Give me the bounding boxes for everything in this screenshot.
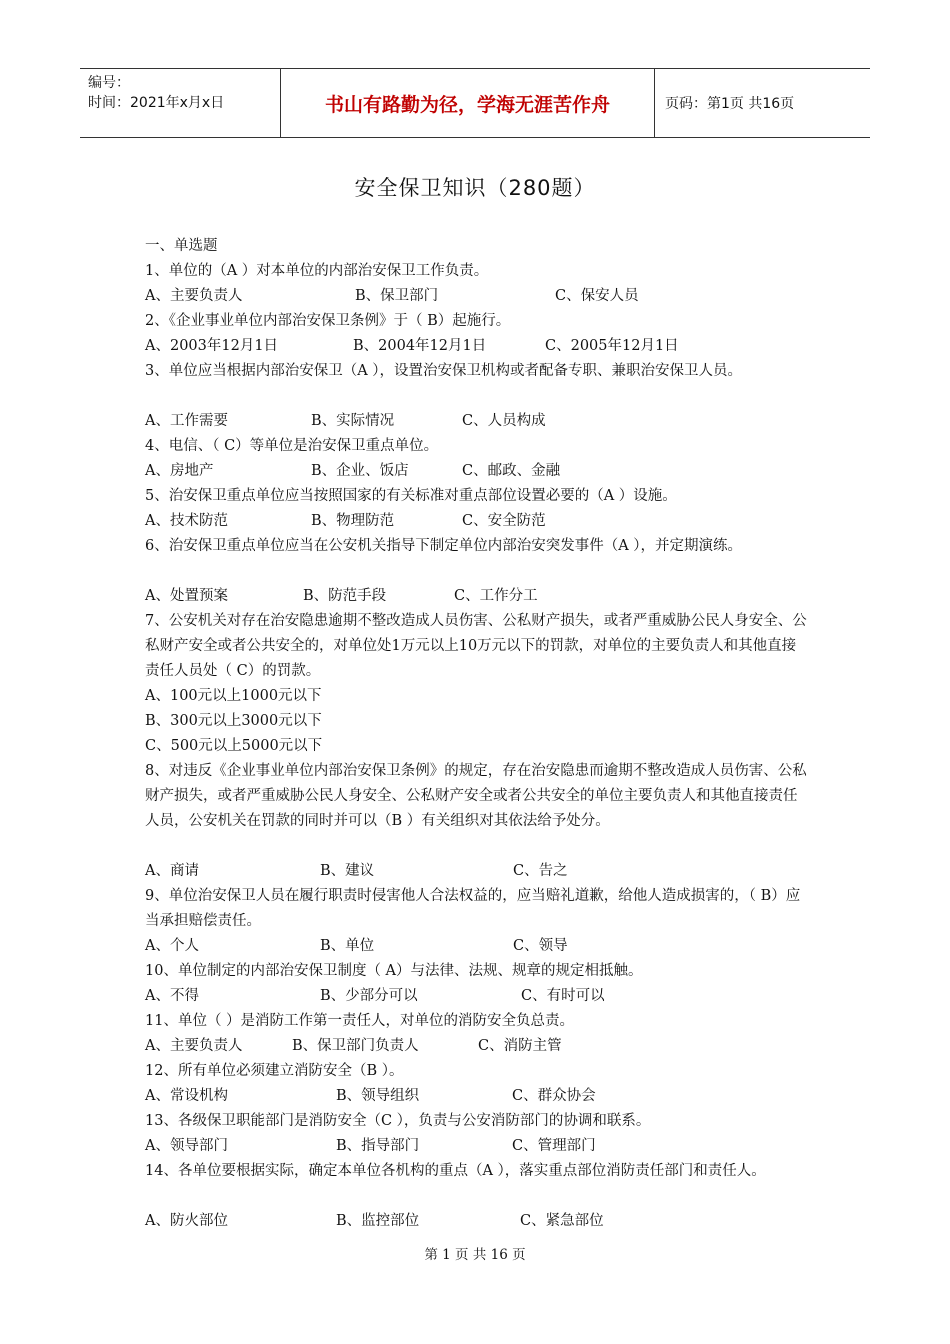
option-row bbox=[145, 1084, 810, 1109]
question-text: 13、各级保卫职能部门是消防安全（C ），负责与公安消防部门的协调和联系。 bbox=[145, 1113, 651, 1129]
option-c: C、工作分工 bbox=[454, 588, 538, 604]
question-text: 1、单位的（A ）对本单位的内部治安保卫工作负责。 bbox=[145, 263, 489, 279]
option-b: B、实际情况 bbox=[311, 413, 395, 429]
option-row bbox=[145, 1034, 810, 1059]
option-a: A、防火部位 bbox=[145, 1213, 228, 1229]
option-c: C、人员构成 bbox=[462, 413, 546, 429]
header-meta bbox=[80, 69, 281, 137]
question-text: 11、单位（ ）是消防工作第一责任人，对单位的消防安全负总责。 bbox=[145, 1013, 575, 1029]
header-page-info: 页码：第1页 共16页 bbox=[665, 96, 795, 112]
option-a: A、房地产 bbox=[145, 463, 214, 479]
option-b: B、建议 bbox=[320, 863, 375, 879]
option-a: A、技术防范 bbox=[145, 513, 228, 529]
question-list bbox=[145, 234, 810, 1234]
question-text: 12、所有单位必须建立消防安全（B ）。 bbox=[145, 1063, 404, 1079]
option-c: C、有时可以 bbox=[521, 988, 605, 1004]
option-c: C、紧急部位 bbox=[520, 1213, 604, 1229]
option-b: B、指导部门 bbox=[336, 1138, 420, 1154]
option-c: C、安全防范 bbox=[462, 513, 546, 529]
option-a: A、主要负责人 bbox=[145, 288, 243, 304]
option-row bbox=[145, 934, 810, 959]
option-a: A、主要负责人 bbox=[145, 1038, 243, 1054]
option-c: C、群众协会 bbox=[512, 1088, 596, 1104]
option-c: C、消防主管 bbox=[478, 1038, 562, 1054]
option-row bbox=[145, 584, 810, 609]
option-c: C、2005年12月1日 bbox=[545, 338, 679, 354]
option-b: B、保卫部门负责人 bbox=[292, 1038, 419, 1054]
option-row bbox=[145, 859, 810, 884]
section-heading: 一、单选题 bbox=[145, 238, 218, 254]
option-a: A、100元以上1000元以下 bbox=[145, 688, 322, 704]
question-text: 2、《企业事业单位内部治安保卫条例》于（ B）起施行。 bbox=[145, 313, 511, 329]
option-row bbox=[145, 284, 810, 309]
date-label: 时间：2021年x月x日 bbox=[88, 95, 225, 111]
option-b: B、保卫部门 bbox=[355, 288, 439, 304]
option-a: A、2003年12月1日 bbox=[145, 338, 279, 354]
option-c: C、管理部门 bbox=[512, 1138, 596, 1154]
option-b: B、防范手段 bbox=[303, 588, 387, 604]
question-text: 3、单位应当根据内部治安保卫（A ），设置治安保卫机构或者配备专职、兼职治安保卫人员。 bbox=[145, 363, 743, 379]
option-row bbox=[145, 509, 810, 534]
option-b: B、企业、饭店 bbox=[311, 463, 409, 479]
option-a: A、领导部门 bbox=[145, 1138, 228, 1154]
question-text: 7、公安机关对存在治安隐患逾期不整改造成人员伤害、公私财产损失，或者严重威胁公民人身安全、公私财产安全或者公共安全的，对单位处1万元以上10万元以下的罚款，对单位的主要负责人和其他直接责任人员处（ C）的罚款。 bbox=[145, 613, 807, 679]
header-motto: 书山有路勤为径，学海无涯苦作舟 bbox=[281, 69, 655, 137]
question-text: 9、单位治安保卫人员在履行职责时侵害他人合法权益的，应当赔礼道歉，给他人造成损害的，（ B）应当承担赔偿责任。 bbox=[145, 888, 801, 929]
option-c: C、保安人员 bbox=[555, 288, 639, 304]
option-b: B、单位 bbox=[320, 938, 375, 954]
option-a: A、工作需要 bbox=[145, 413, 228, 429]
question-text: 6、治安保卫重点单位应当在公安机关指导下制定单位内部治安突发事件（A ），并定期演练。 bbox=[145, 538, 743, 554]
option-b: B、少部分可以 bbox=[320, 988, 418, 1004]
option-a: A、常设机构 bbox=[145, 1088, 228, 1104]
option-b: B、300元以上3000元以下 bbox=[145, 713, 322, 729]
question-text: 14、各单位要根据实际，确定本单位各机构的重点（A ），落实重点部位消防责任部门和责任人。 bbox=[145, 1163, 766, 1179]
option-a: A、个人 bbox=[145, 938, 199, 954]
option-b: B、监控部位 bbox=[336, 1213, 420, 1229]
option-row bbox=[145, 334, 810, 359]
document-title: 安全保卫知识（280题） bbox=[354, 176, 596, 200]
option-b: B、领导组织 bbox=[336, 1088, 420, 1104]
option-c: C、邮政、金融 bbox=[462, 463, 561, 479]
page-footer: 第 1 页 共 16 页 bbox=[424, 1247, 526, 1263]
option-c: C、领导 bbox=[513, 938, 568, 954]
page-header bbox=[80, 68, 870, 138]
option-a: A、处置预案 bbox=[145, 588, 228, 604]
question-text: 5、治安保卫重点单位应当按照国家的有关标准对重点部位设置必要的（A ）设施。 bbox=[145, 488, 677, 504]
serial-label: 编号： bbox=[88, 75, 130, 91]
question-text: 8、对违反《企业事业单位内部治安保卫条例》的规定，存在治安隐患而逾期不整改造成人员伤害、公私财产损失，或者严重威胁公民人身安全、公私财产安全或者公共安全的单位主要负责人和其他直接责任人员，公安机关在罚款的同时并可以（B ）有关组织对其依法给予处分。 bbox=[145, 763, 807, 829]
option-b: B、2004年12月1日 bbox=[353, 338, 487, 354]
option-row bbox=[145, 409, 810, 434]
question-text: 4、电信、（ C）等单位是治安保卫重点单位。 bbox=[145, 438, 439, 454]
option-a: A、商请 bbox=[145, 863, 199, 879]
question-text: 10、单位制定的内部治安保卫制度（ A）与法律、法规、规章的规定相抵触。 bbox=[145, 963, 643, 979]
option-row bbox=[145, 984, 810, 1009]
option-row bbox=[145, 1209, 810, 1234]
option-row bbox=[145, 1134, 810, 1159]
option-c: C、500元以上5000元以下 bbox=[145, 738, 323, 754]
option-c: C、告之 bbox=[513, 863, 568, 879]
option-a: A、不得 bbox=[145, 988, 199, 1004]
option-row bbox=[145, 459, 810, 484]
option-b: B、物理防范 bbox=[311, 513, 395, 529]
